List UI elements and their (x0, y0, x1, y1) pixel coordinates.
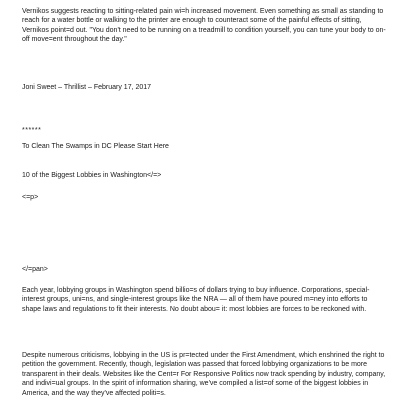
article-link-lobbies[interactable]: 10 of the Biggest Lobbies in Washington</=> (22, 172, 162, 179)
article-link-swamps[interactable]: To Clean The Swamps in DC Please Start Here (22, 143, 169, 150)
byline: Joni Sweet – Thrillist – February 17, 2017 (22, 84, 152, 91)
article-paragraph: Vernikos suggests reacting to sitting-related pain wi=h increased movement. Even something as small as standing to reach for a water bottle or walking to the printer are enough to counteract some of the painful effects of sitting, Vernikos point=d out. "You don't need to be running on a treadmill to condition yourself, you can tune your body to on-off move=ent throughout the day." (22, 8, 386, 44)
stray-markup-open: <=p> (22, 194, 39, 201)
article-paragraph: Each year, lobbying groups in Washington spend billio=s of dollars trying to buy influence. Corporations, special-interest groups, uni=ns, and single-interest groups like the NRA — all of them have poured m=ney into efforts to shape laws and regulations to fit their interests. No doubt abou= it: most lobbies are forces to be reckoned with. (22, 287, 370, 313)
stray-markup-close: </=pan> (22, 266, 48, 273)
article-paragraph: Despite numerous criticisms, lobbying in the US is pr=tected under the First Amendment, which enshrined the right to petition the government. Recently, though, legislation was passed that forced lobbying organizations to be more transparent in their deals. Websites like the Cent=r For Responsive Politics now track spending by industry, company, and indivi=ual groups. In the spirit of information sharing, we've compiled a list=of some of the biggest lobbies in America, and the way they've affected politi=s. (22, 352, 386, 397)
separator: ****** (22, 127, 42, 134)
